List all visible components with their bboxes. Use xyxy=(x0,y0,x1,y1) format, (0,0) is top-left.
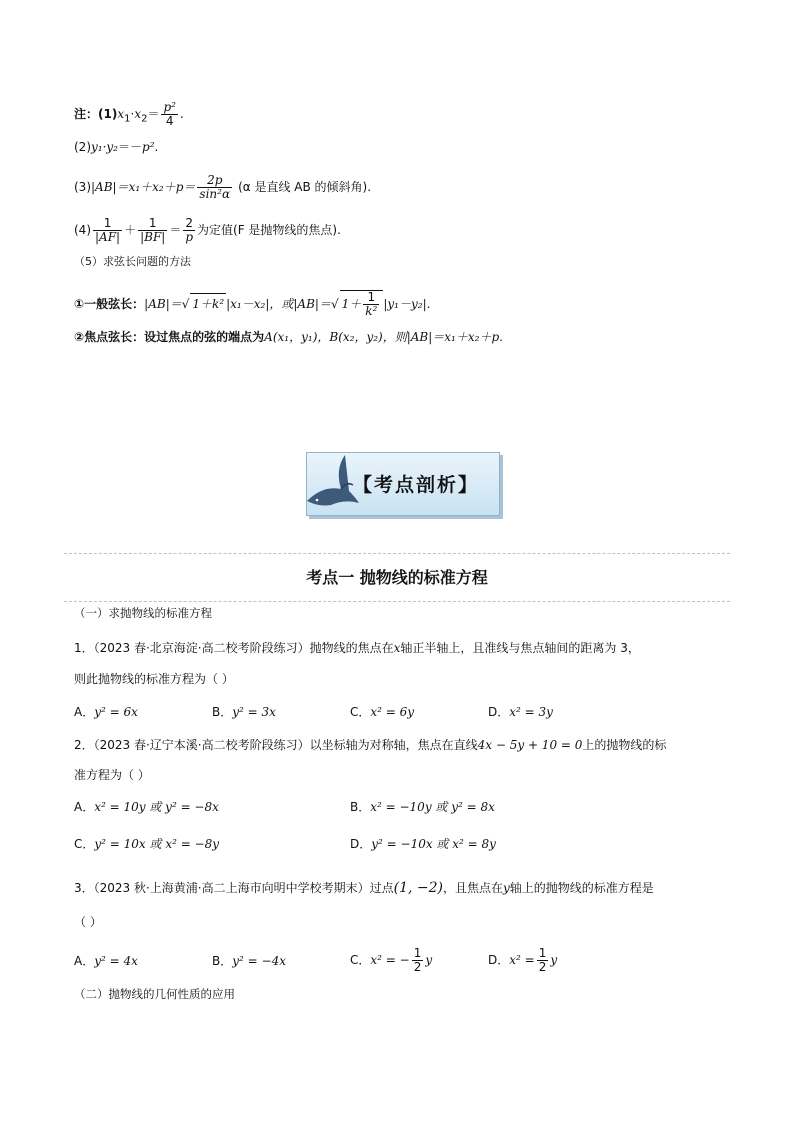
note-1-end: . xyxy=(179,107,184,121)
q2-option-a-label: A． xyxy=(74,800,95,814)
q3-option-b-label: B． xyxy=(212,954,233,968)
general-chord-rad2-num: 1 xyxy=(363,291,379,305)
general-chord-a: |AB|＝ xyxy=(144,297,182,311)
q1-option-b[interactable] xyxy=(212,702,276,722)
note-focal-chord xyxy=(74,327,503,347)
note-2-eq: ＝－ xyxy=(118,140,143,154)
q3-option-c-den: 2 xyxy=(413,960,422,974)
q2-stem-b: 上的抛物线的标 xyxy=(582,738,667,752)
note-2-prefix: (2) xyxy=(74,140,91,154)
note-general-chord xyxy=(74,290,430,318)
note-3-numerator: 2p xyxy=(197,174,232,188)
note-4-eq: ＝ xyxy=(169,223,182,237)
q3-option-d-post: y xyxy=(550,953,558,967)
note-2 xyxy=(74,137,158,157)
q3-option-c-pre: x² = − xyxy=(370,953,410,967)
subheading-standard-equation: （一）求抛物线的标准方程 xyxy=(74,606,212,620)
q2-option-d-label: D． xyxy=(350,837,372,851)
general-chord-rad2-fraction xyxy=(363,291,379,318)
q1-option-c-label: C． xyxy=(350,705,371,719)
focal-chord-prefix: ②焦点弦长：设过焦点的弦的端点为 xyxy=(74,330,265,344)
q3-option-d-label: D． xyxy=(488,953,510,967)
q2-option-c-value: y² = 10x 或 x² = −8y xyxy=(94,837,220,851)
note-3-lhs: |AB| xyxy=(91,180,117,194)
note-3 xyxy=(74,174,371,201)
fish-icon xyxy=(301,451,361,513)
note-2-end: . xyxy=(154,140,159,154)
q1-option-a-label: A． xyxy=(74,705,95,719)
note-4-fraction-af xyxy=(93,217,122,244)
q3-stem-var: y xyxy=(503,881,510,895)
divider-bottom xyxy=(64,601,730,602)
note-4-plus: ＋ xyxy=(124,223,137,237)
q2-option-b-label: B． xyxy=(350,800,371,814)
q3-stem-b: ，且焦点在 xyxy=(443,881,504,895)
q2-option-d-value: y² = −10x 或 x² = 8y xyxy=(371,837,496,851)
q2-option-a[interactable] xyxy=(74,797,219,817)
general-chord-radicand-2 xyxy=(340,290,384,318)
note-1-x1: x xyxy=(117,107,125,121)
note-4-fraction-p xyxy=(183,217,195,244)
note-4-fraction-bf xyxy=(138,217,167,244)
q1-stem-a: 1．（2023 春·北京海淀·高二校考阶段练习）抛物线的焦点在 xyxy=(74,641,394,655)
note-3-prefix: (3) xyxy=(74,180,91,194)
q3-stem-line-1 xyxy=(74,878,654,898)
note-1-x2: x xyxy=(134,107,142,121)
q3-option-b[interactable] xyxy=(212,951,286,971)
section-title: 考点一 抛物线的标准方程 xyxy=(306,568,488,587)
q3-option-d-num: 1 xyxy=(538,946,547,960)
q3-stem-line-2: （ ） xyxy=(74,915,102,929)
q1-option-c-value: x² = 6y xyxy=(370,705,415,719)
note-4-f1-den: |AF| xyxy=(95,230,121,244)
note-4-f3-den: p xyxy=(185,230,194,244)
note-3-denominator: sin²α xyxy=(199,187,231,201)
q3-option-d-den: 2 xyxy=(538,960,547,974)
q3-stem-c: 轴上的抛物线的标准方程是 xyxy=(509,881,654,895)
q2-option-b[interactable] xyxy=(350,797,495,817)
q3-option-a[interactable] xyxy=(74,951,138,971)
note-2-value: p² xyxy=(142,140,155,154)
q1-option-a[interactable] xyxy=(74,702,138,722)
q1-option-c[interactable] xyxy=(350,702,414,722)
q2-option-c-label: C． xyxy=(74,837,95,851)
q2-option-d[interactable] xyxy=(350,834,496,854)
q3-option-d-pre: x² = xyxy=(509,953,535,967)
q2-stem-expr: 4x − 5y + 10 = 0 xyxy=(477,738,583,752)
general-chord-rad2-a: 1＋ xyxy=(341,297,362,311)
q1-option-b-label: B． xyxy=(212,705,233,719)
note-4-prefix: (4) xyxy=(74,223,91,237)
general-chord-radicand-1: 1＋k² xyxy=(190,293,226,314)
q1-stem-b: 轴正半轴上，且准线与焦点轴间的距离为 3， xyxy=(400,641,640,655)
q2-option-c[interactable] xyxy=(74,834,219,854)
general-chord-c: |y₁－y₂|. xyxy=(383,297,431,311)
note-1-numerator: p² xyxy=(163,100,176,114)
general-chord-rad2-den: k² xyxy=(365,304,378,318)
note-3-fraction xyxy=(197,174,232,201)
note-2-expr: y₁·y₂ xyxy=(91,140,118,154)
note-3-note: (α 是直线 AB 的倾斜角). xyxy=(238,180,372,194)
q3-option-a-label: A． xyxy=(74,954,95,968)
divider-top xyxy=(64,553,730,554)
section-banner xyxy=(306,452,500,516)
q1-option-d-label: D． xyxy=(488,705,510,719)
note-1: 注：$(1)x_1\cdot x_2=$ $\frac{\text{p²}}{4}$ . xyxy=(74,100,184,128)
q1-option-d-value: x² = 3y xyxy=(509,705,553,719)
q1-option-d[interactable] xyxy=(488,702,553,722)
general-chord-b: |x₁－x₂|，或|AB|＝ xyxy=(226,297,331,311)
q3-stem-point: (1, −2) xyxy=(393,880,443,896)
note-5-heading: （5）求弦长问题的方法 xyxy=(74,255,191,268)
note-3-mid: ＝x₁＋x₂＋p＝ xyxy=(116,180,196,194)
subheading-geometric-properties: （二）抛物线的几何性质的应用 xyxy=(74,987,235,1001)
q3-stem-a: 3．（2023 秋·上海黄浦·高二上海市向明中学校考期末）过点 xyxy=(74,881,394,895)
radical-sign: √ xyxy=(330,297,339,311)
q1-option-b-value: y² = 3x xyxy=(232,705,276,719)
q1-stem-line-2: 则此抛物线的标准方程为（ ） xyxy=(74,672,234,686)
q3-option-b-value: y² = −4x xyxy=(232,954,286,968)
q3-option-c-fraction xyxy=(412,947,424,974)
note-1-eq: ＝ xyxy=(147,107,160,121)
radical-sign: √ xyxy=(181,297,190,311)
note-4 xyxy=(74,217,341,244)
q3-option-d[interactable] xyxy=(488,947,557,974)
q3-option-c-num: 1 xyxy=(413,946,422,960)
note-1-prefix: 注：(1) xyxy=(74,107,118,121)
note-4-f1-num: 1 xyxy=(93,217,122,231)
q3-option-c-post: y xyxy=(425,953,433,967)
q3-option-c[interactable] xyxy=(350,947,432,974)
note-4-f3-num: 2 xyxy=(183,217,195,231)
note-1-dot: · xyxy=(130,107,135,121)
note-4-f2-num: 1 xyxy=(138,217,167,231)
focal-chord-expr: A(x₁，y₁)，B(x₂，y₂)，则|AB|＝x₁＋x₂＋p. xyxy=(264,330,503,344)
banner-label: 【考点剖析】 xyxy=(353,474,480,496)
note-4-f2-den: |BF| xyxy=(140,230,166,244)
q3-option-c-label: C． xyxy=(350,953,371,967)
note-4-note: 为定值(F 是抛物线的焦点). xyxy=(197,223,341,237)
q2-option-b-value: x² = −10y 或 y² = 8x xyxy=(370,800,495,814)
note-1-denominator: 4 xyxy=(165,114,174,128)
q1-option-a-value: y² = 6x xyxy=(94,705,138,719)
q3-option-a-value: y² = 4x xyxy=(94,954,138,968)
q1-stem-line-1 xyxy=(74,638,640,658)
q2-stem-a: 2．（2023 春·辽宁本溪·高二校考阶段练习）以坐标轴为对称轴，焦点在直线 xyxy=(74,738,478,752)
q2-option-a-value: x² = 10y 或 y² = −8x xyxy=(94,800,219,814)
q3-option-d-fraction xyxy=(537,947,549,974)
q1-stem-var: x xyxy=(393,641,401,655)
general-chord-prefix: ①一般弦长： xyxy=(74,297,145,311)
q2-stem-line-2: 准方程为（ ） xyxy=(74,768,150,782)
q2-stem-line-1 xyxy=(74,735,666,755)
note-1-fraction xyxy=(161,101,178,128)
